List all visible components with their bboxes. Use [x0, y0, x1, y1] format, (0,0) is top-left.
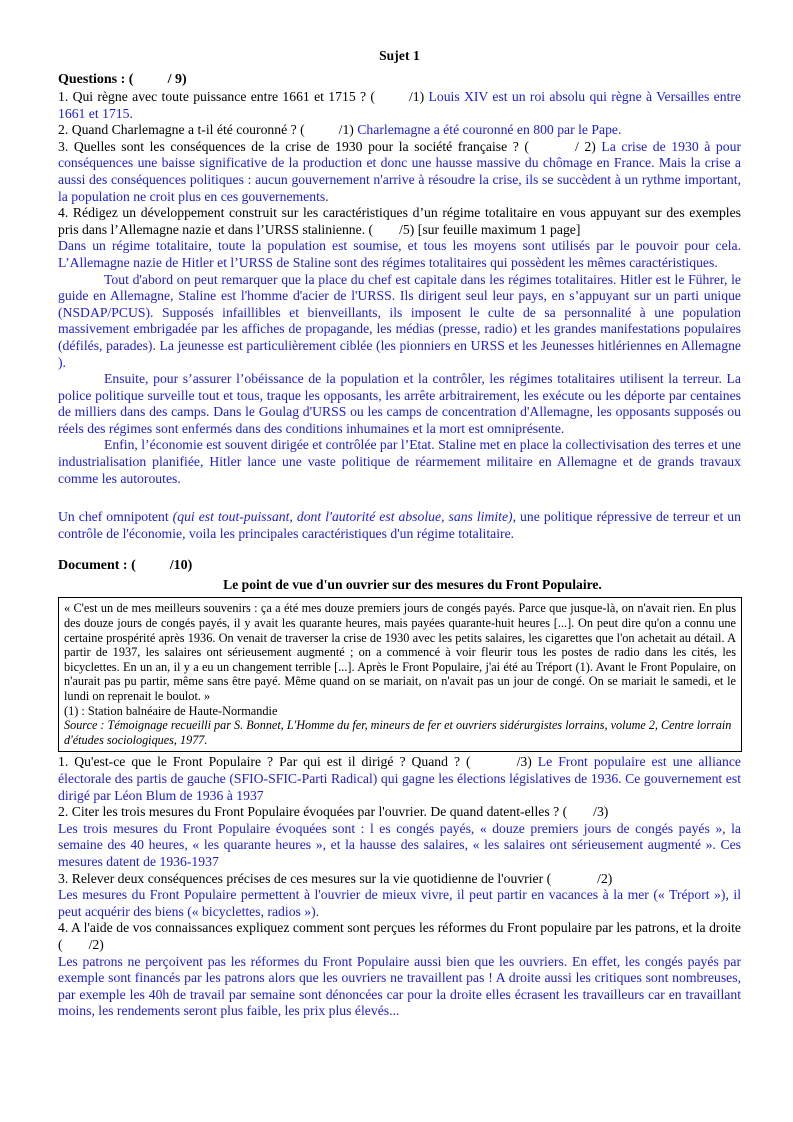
question-4-prompt: 4. Rédigez un développement construit sur les caractéristiques d’un régime totalitaire en vous appuyant sur des exemples pris dans l’Allemagne nazie et dans l’URSS stalinienne. ( [58, 205, 741, 237]
question-2 [58, 122, 741, 139]
document-heading-points: /10) [169, 558, 193, 574]
questions-heading-label: Questions : [58, 72, 126, 87]
questions-heading-paren: ( [128, 72, 134, 87]
conclusion-part-a: Un chef omnipotent [58, 509, 173, 525]
document-question-2-points: /3) [593, 804, 609, 820]
document-question-4-answer: Les patrons ne perçoivent pas les réformes du Front Populaire aussi bien que les ouvriers. En effet, les congés payés par exemple sont financés par les patrons alors que les ouvriers ne travaillent pas ! A droite aussi les critiques sont nombreuses, par exemple les 40h de travail par semaine sont dénoncées car pour la droite elles écrasent les travailleurs car en travaillant moins, les rendements seront plus faible, les prix plus élevés... [58, 953, 741, 1019]
source-quote-text: « C'est un de mes meilleurs souvenirs : ça a été mes douze premiers jours de congés payés. Parce que jusque-là, on n'avait rien. En plus des douze jours de congés payés, il y avait les quarante heures, mais payées quarante-huit heures [...]. On peut dire qu'on a connu une certaine prospérité après 1936. On venait de traverser la crise de 1930 avec les petits salaires, les cigarettes que l'on achetait au détail. A partir de 1937, les salaires ont sérieusement augmenté ; on a commencé à voir fleurir tous les postes de radio dans les cités, les bicyclettes. En un an, il y a eu un changement terrible [...]. Après le Front Populaire, j'ai été au Tréport (1). Avant le Front Populaire, on n'aurait pas pu partir, même sans être payé. Même quand on se mariait, on n'avait pas un jour de congé. On se mariait le samedi, et le lundi on reprenait le boulot. » [64, 601, 736, 703]
conclusion-definition: (qui est tout-puissant, dont l'autorité est absolue, sans limite) [172, 509, 513, 525]
conclusion-part-b: , une politique répressive de terreur et un contrôle de l'économie, voila les principales caractéristiques d'un régime totalitaire. [58, 509, 741, 541]
document-question-3-points: /2) [597, 870, 613, 886]
document-heading-label: Document : ( [58, 558, 136, 574]
document-question-2-prompt: 2. Citer les trois mesures du Front Populaire évoquées par l'ouvrier. De quand datent-elles ? ( [58, 804, 568, 820]
source-document-box [58, 597, 742, 752]
question-4-prompt-line [58, 205, 741, 238]
question-4-answer-paragraph-3: Enfin, l’économie est souvent dirigée et contrôlée par l’Etat. Staline met en place la collectivisation des terres et une industrialisation planifiée, Hitler lance une vaste politique de réarmement militaire en Allemagne et de grands travaux comme les autoroutes. [58, 437, 741, 486]
question-4-points: /5) [399, 221, 415, 237]
question-4-answer-intro: Dans un régime totalitaire, toute la population est soumise, et tous les moyens sont utilisés par le pouvoir pour cela. L’Allemagne nazie de Hitler et l’URSS de Staline sont des régimes totalitaires qui possèdent les mêmes caractéristiques. [58, 238, 741, 270]
document-question-2-answer: Les trois mesures du Front Populaire évoquées sont : l es congés payés, « douze premiers jours de congés payés », la semaine des 40 heures, « les quarante heures », et la hausse des salaires, « les salaires ont sérieusement augmenté ». Ces mesures datent de 1936-1937 [58, 820, 741, 869]
question-2-points: /1) [338, 122, 354, 138]
document-question-1-answer: Le Front populaire est une alliance électorale des partis de gauche (SFIO-SFIC-Parti Radical) qui gagne les élections législatives de 1936. Ce gouvernement est dirigé par Léon Blum de 1936 à 1937 [58, 754, 741, 803]
document-question-4-prompt: 4. A l'aide de vos connaissances expliquez comment sont perçues les réformes du Front populaire par les patrons, et la droite ( [58, 920, 741, 952]
document-question-2-prompt-line [58, 804, 741, 821]
document-question-1-prompt: 1. Qu'est-ce que le Front Populaire ? Par qui est il dirigé ? Quand ? ( [58, 754, 471, 770]
document-subtitle: Le point de vue d'un ouvrier sur des mesures du Front Populaire. [223, 577, 602, 593]
questions-section-heading [58, 72, 741, 88]
source-citation: Source : Témoignage recueilli par S. Bonnet, L'Homme du fer, mineurs de fer et ouvriers sidérurgistes lorrains, volume 2, Centre lorrain d'études sociologiques, 1977. [64, 718, 732, 747]
question-4-conclusion [58, 509, 741, 542]
question-4-answer-paragraph-2: Ensuite, pour s’assurer l’obéissance de la population et la contrôler, les régimes totalitaires utilisent la terreur. La police politique surveille tout et tous, traque les opposants, les arrête arbitrairement, les exécute ou les déporte par centaines de milliers dans des camps. Dans le Goulag d'URSS ou les camps de concentration d'Allemagne, les opposants supposés ou réels des régimes sont enfermés dans des conditions inhumaines et la mort est omniprésente. [58, 371, 741, 436]
document-question-1 [58, 754, 741, 804]
source-footnote: (1) : Station balnéaire de Haute-Normandie [64, 703, 278, 718]
question-3-points: / 2) [574, 138, 596, 154]
document-section-heading [58, 558, 741, 574]
question-3 [58, 139, 741, 205]
questions-heading-points: / 9) [167, 72, 187, 87]
document-question-4-prompt-line [58, 920, 741, 953]
question-1 [58, 89, 741, 122]
question-3-prompt: 3. Quelles sont les conséquences de la crise de 1930 pour la société française ? ( [58, 138, 529, 154]
document-question-3-answer: Les mesures du Front Populaire permettent à l'ouvrier de mieux vivre, il peut partir en vacances à la mer (« Tréport »), il peut acquérir des biens (« bicyclettes, radios »). [58, 887, 741, 919]
question-1-points: /1) [408, 89, 425, 104]
question-4-answer-paragraph-1: Tout d'abord on peut remarquer que la place du chef est capitale dans les régimes totalitaires. Hitler est le Führer, le guide en Allemagne, Staline est l'homme d'acier de l'URSS. Ils dirigent seul leur pays, en s’appuyant sur un parti unique (NSDAP/PCUS). Supposés infaillibles et bienveillants, ils imposent le culte de sa personnalité à une population massivement embrigadée par les affiches de propagande, les médias (presse, radio) et les grandes manifestations populaires (défilés, parades). La jeunesse est particulièrement ciblée (les pionniers en URSS et les Jeunesses hitlériennes en Allemagne ). [58, 271, 741, 370]
document-question-3-prompt-line [58, 871, 741, 888]
question-2-answer: Charlemagne a été couronné en 800 par le Pape. [357, 122, 622, 138]
page-title: Sujet 1 [379, 48, 420, 63]
question-4-note: [sur feuille maximum 1 page] [417, 221, 581, 237]
document-question-1-points: /3) [516, 754, 532, 770]
document-question-3-prompt: 3. Relever deux conséquences précises de ces mesures sur la vie quotidienne de l'ouvrier ( [58, 870, 552, 886]
question-3-answer: La crise de 1930 à pour conséquences une baisse significative de la production et donc une hausse massive du chômage en France. Mais la crise a aussi des conséquences politiques : aucun gouvernement n'arrive à résoudre la crise, ils se succèdent à un rythme important, la population ne croit plus en ces gouvernements. [58, 138, 742, 204]
question-1-answer: Louis XIV est un roi absolu qui règne à Versailles entre 1661 et 1715. [58, 89, 742, 121]
document-question-4-points: /2) [88, 936, 104, 952]
question-1-prompt: 1. Qui règne avec toute puissance entre 1661 et 1715 ? ( [58, 89, 375, 104]
question-2-prompt: 2. Quand Charlemagne a t-il été couronné ? ( [58, 122, 305, 138]
